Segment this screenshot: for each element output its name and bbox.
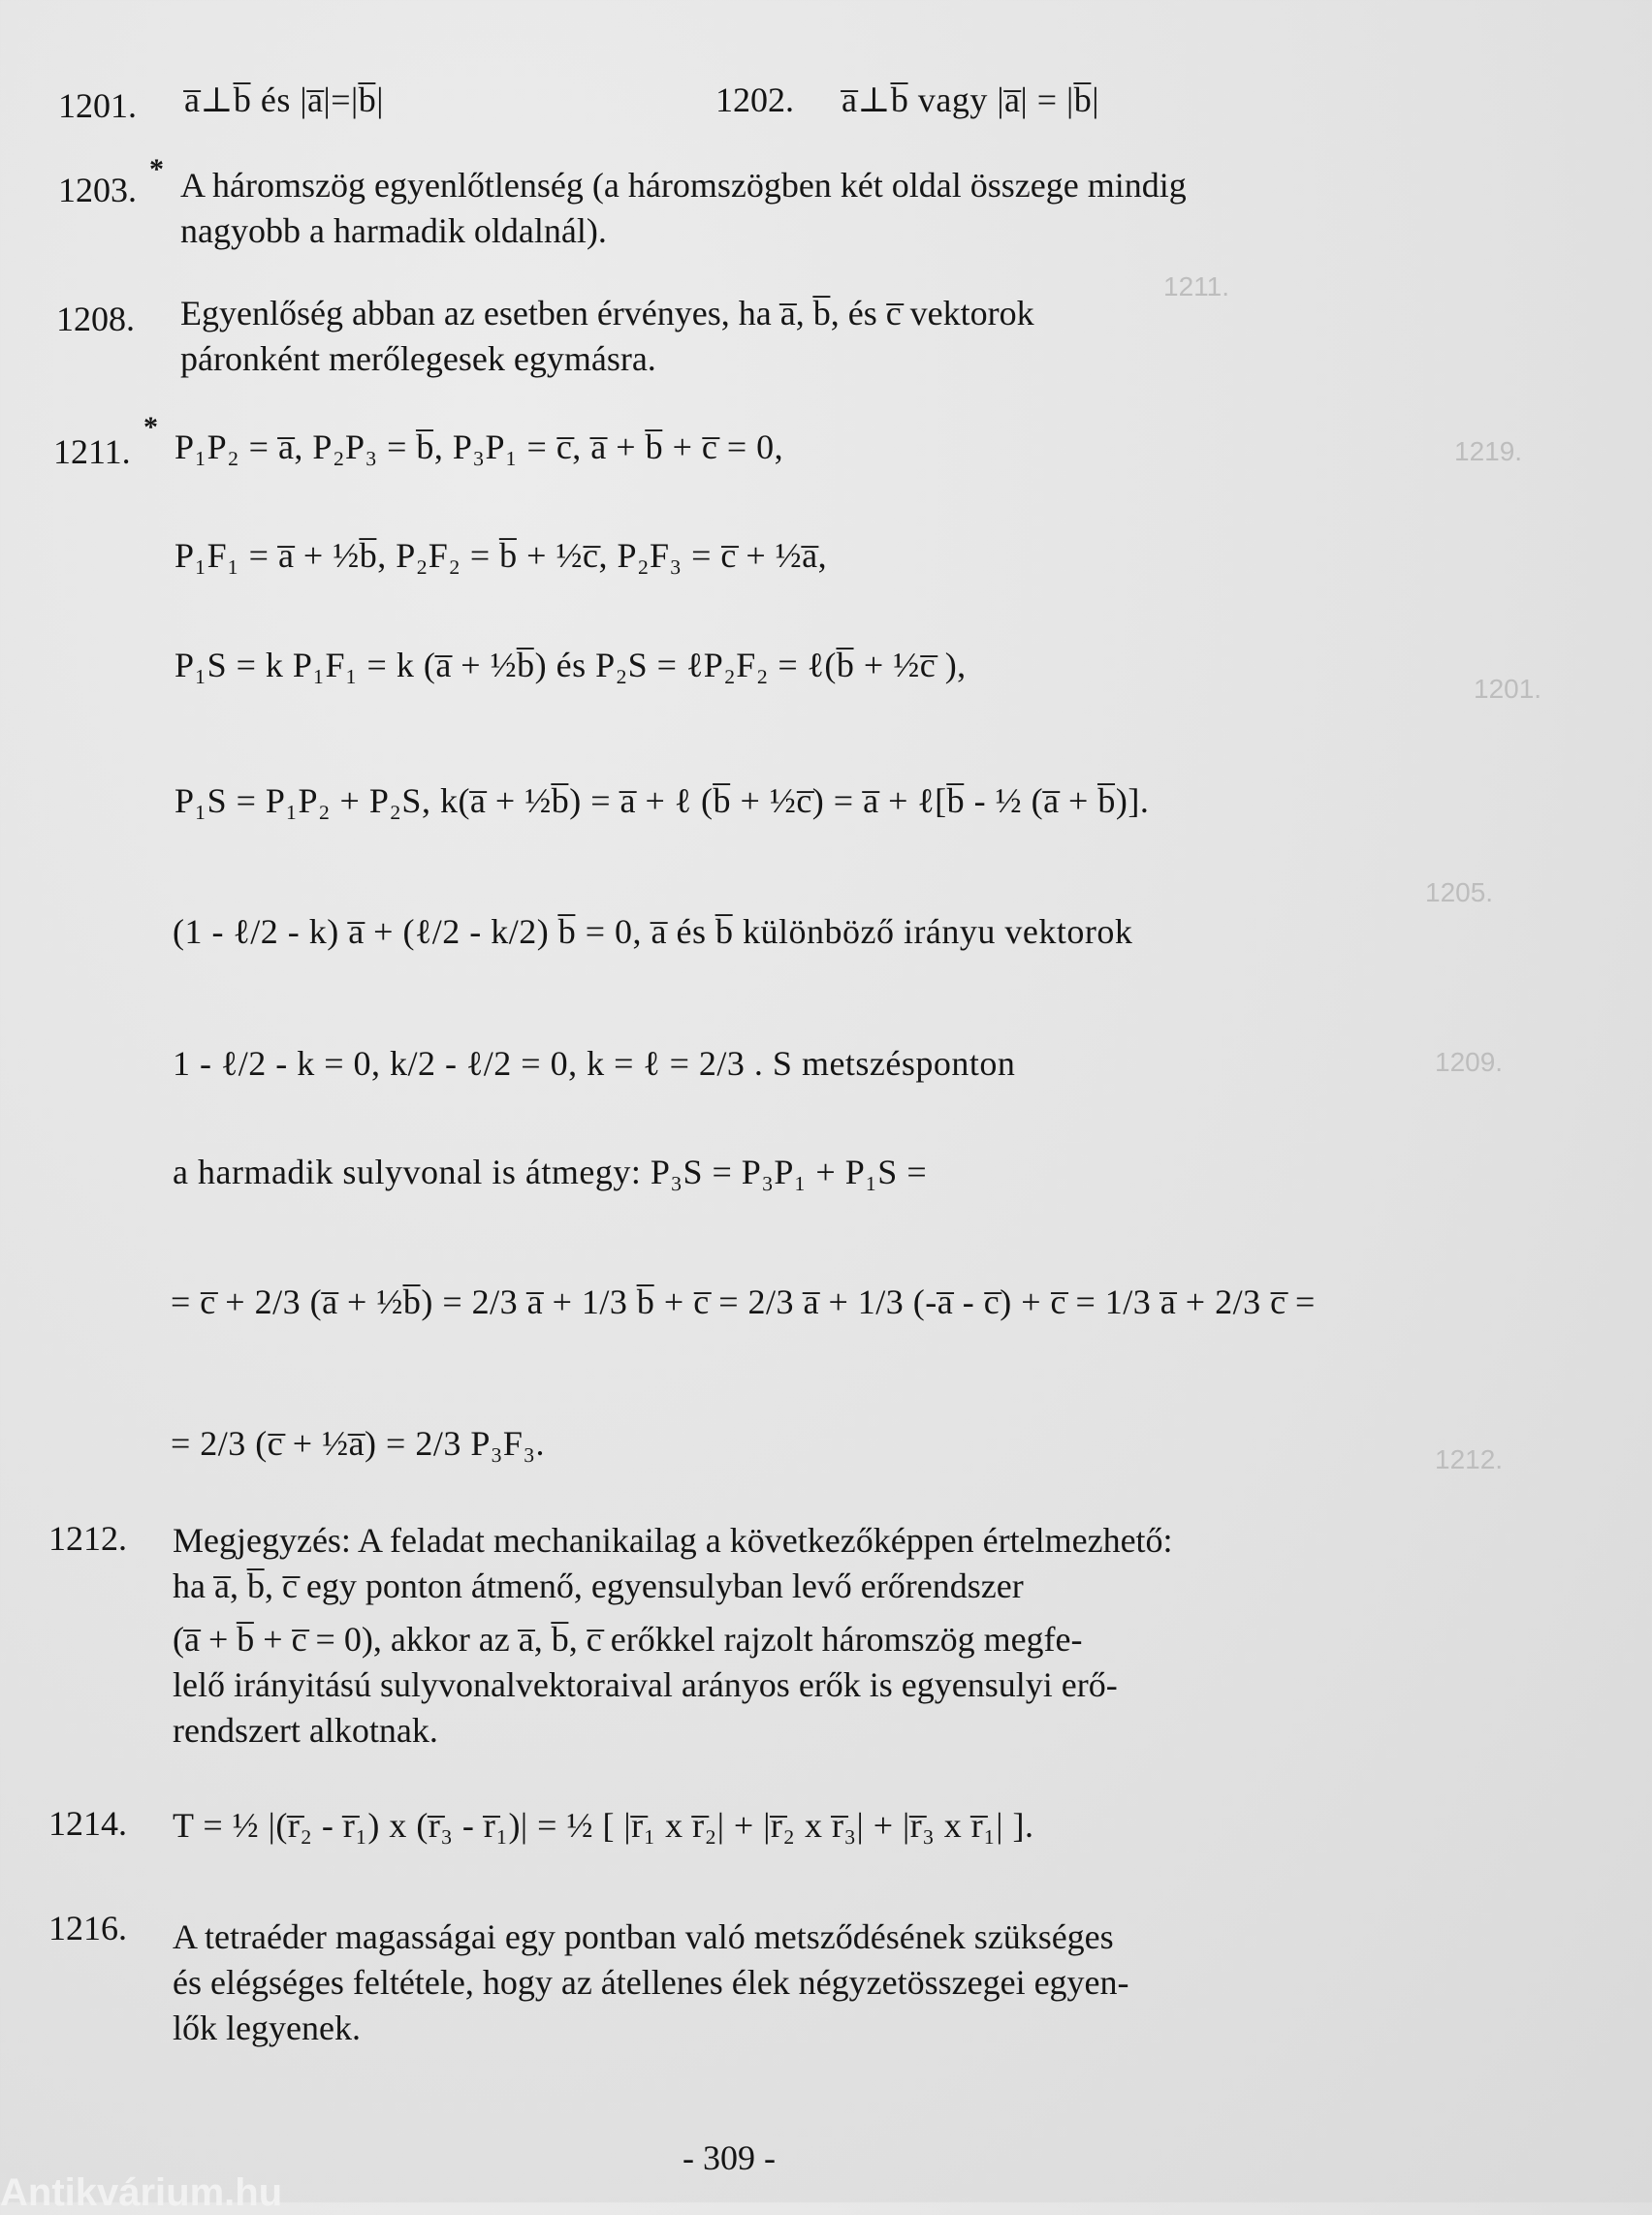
answer-1202: a̅⊥b̅ vagy |a̅| = |b̅| — [842, 80, 1099, 119]
bleed-through-text: 1211. — [1163, 271, 1229, 301]
answer-1216: A tetraéder magasságai egy pontban való metsződésének szükséges és elégséges feltétele, hogy az átellenes élek négyzetösszegei egyen- lők legyenek. — [173, 1917, 1129, 2047]
answer-1203: A háromszög egyenlőtlenség (a háromszögben két oldal összege mindig nagyobb a harmadik oldalnál). — [180, 166, 1187, 250]
problem-number: 1201. — [58, 86, 137, 125]
problem-number: 1208. — [56, 300, 135, 338]
bleed-through-text: 1212. — [1435, 1444, 1504, 1474]
answer-1208: Egyenlőség abban az esetben érvényes, ha a̅, b̅, és c̅ vektorok páronként merőlegesek egymásra. — [180, 294, 1034, 378]
problem-number: 1216. — [48, 1909, 127, 1947]
equation-line: P₁P₂ = a̅, P₂P₃ = b̅, P₃P₁ = c̅, a̅ + b̅ + c̅ = 0, — [175, 427, 784, 466]
answer-1201: a̅⊥b̅ és |a̅|=|b̅| — [184, 80, 384, 119]
equation-line: a harmadik sulyvonal is átmegy: P₃S = P₃P₁ + P₁S = — [173, 1153, 928, 1191]
bleed-through-text: 1205. — [1425, 877, 1494, 907]
equation-line: = 2/3 (c̅ + ½a̅) = 2/3 P₃F₃. — [171, 1424, 545, 1463]
problem-number: 1203. — [58, 171, 137, 209]
equation-line: 1 - ℓ/2 - k = 0, k/2 - ℓ/2 = 0, k = ℓ = 2/3 . S metszésponton — [173, 1044, 1016, 1083]
watermark: Antikvárium.hu — [0, 2171, 283, 2214]
bleed-through-text: 1219. — [1454, 436, 1523, 466]
problem-number: 1212. — [48, 1519, 127, 1558]
equation-line: = c̅ + 2/3 (a̅ + ½b̅) = 2/3 a̅ + 1/3 b̅ + c̅ = 2/3 a̅ + 1/3 (-a̅ - c̅) + c̅ = 1/3 a̅ + 2/3 c̅ = — [171, 1282, 1316, 1321]
equation-line: P₁S = P₁P₂ + P₂S, k(a̅ + ½b̅) = a̅ + ℓ (b̅ + ½c̅) = a̅ + ℓ[b̅ - ½ (a̅ + b̅)]. — [175, 781, 1150, 820]
asterisk-mark: * — [143, 411, 158, 443]
area-formula: T = ½ |(r̅₂ - r̅₁) x (r̅₃ - r̅₁)| = ½ [ |r̅₁ x r̅₂| + |r̅₂ x r̅₃| + |r̅₃ x r̅₁| ]. — [173, 1806, 1034, 1845]
equation-line: P₁F₁ = a̅ + ½b̅, P₂F₂ = b̅ + ½c̅, P₂F₃ = c̅ + ½a̅, — [175, 536, 828, 575]
asterisk-mark: * — [149, 153, 164, 185]
answer-1212: Megjegyzés: A feladat mechanikailag a következőképpen értelmezhető: ha a̅, b̅, c̅ egy ponton átmenő, egyensulyban levő erőrendszer (a̅ + b̅ + c̅ = 0), akkor az a̅, b̅, c̅ erőkkel rajzolt háromszög megfe- lelő irányitású sulyvonalvektoraival arányos erők is egyensulyi erő- rendszert alkotnak. — [173, 1521, 1173, 1750]
problem-number: 1202. — [715, 80, 794, 119]
page-number: - 309 - — [683, 2138, 776, 2177]
equation-line: P₁S = k P₁F₁ = k (a̅ + ½b̅) és P₂S = ℓP₂F₂ = ℓ(b̅ + ½c̅ ), — [175, 646, 967, 684]
bleed-through-text: 1209. — [1435, 1047, 1504, 1077]
bleed-through-text: 1201. — [1474, 674, 1542, 704]
equation-line: (1 - ℓ/2 - k) a̅ + (ℓ/2 - k/2) b̅ = 0, a̅ és b̅ különböző irányu vektorok — [173, 912, 1133, 951]
problem-number: 1211. — [53, 432, 131, 471]
problem-number: 1214. — [48, 1804, 127, 1843]
